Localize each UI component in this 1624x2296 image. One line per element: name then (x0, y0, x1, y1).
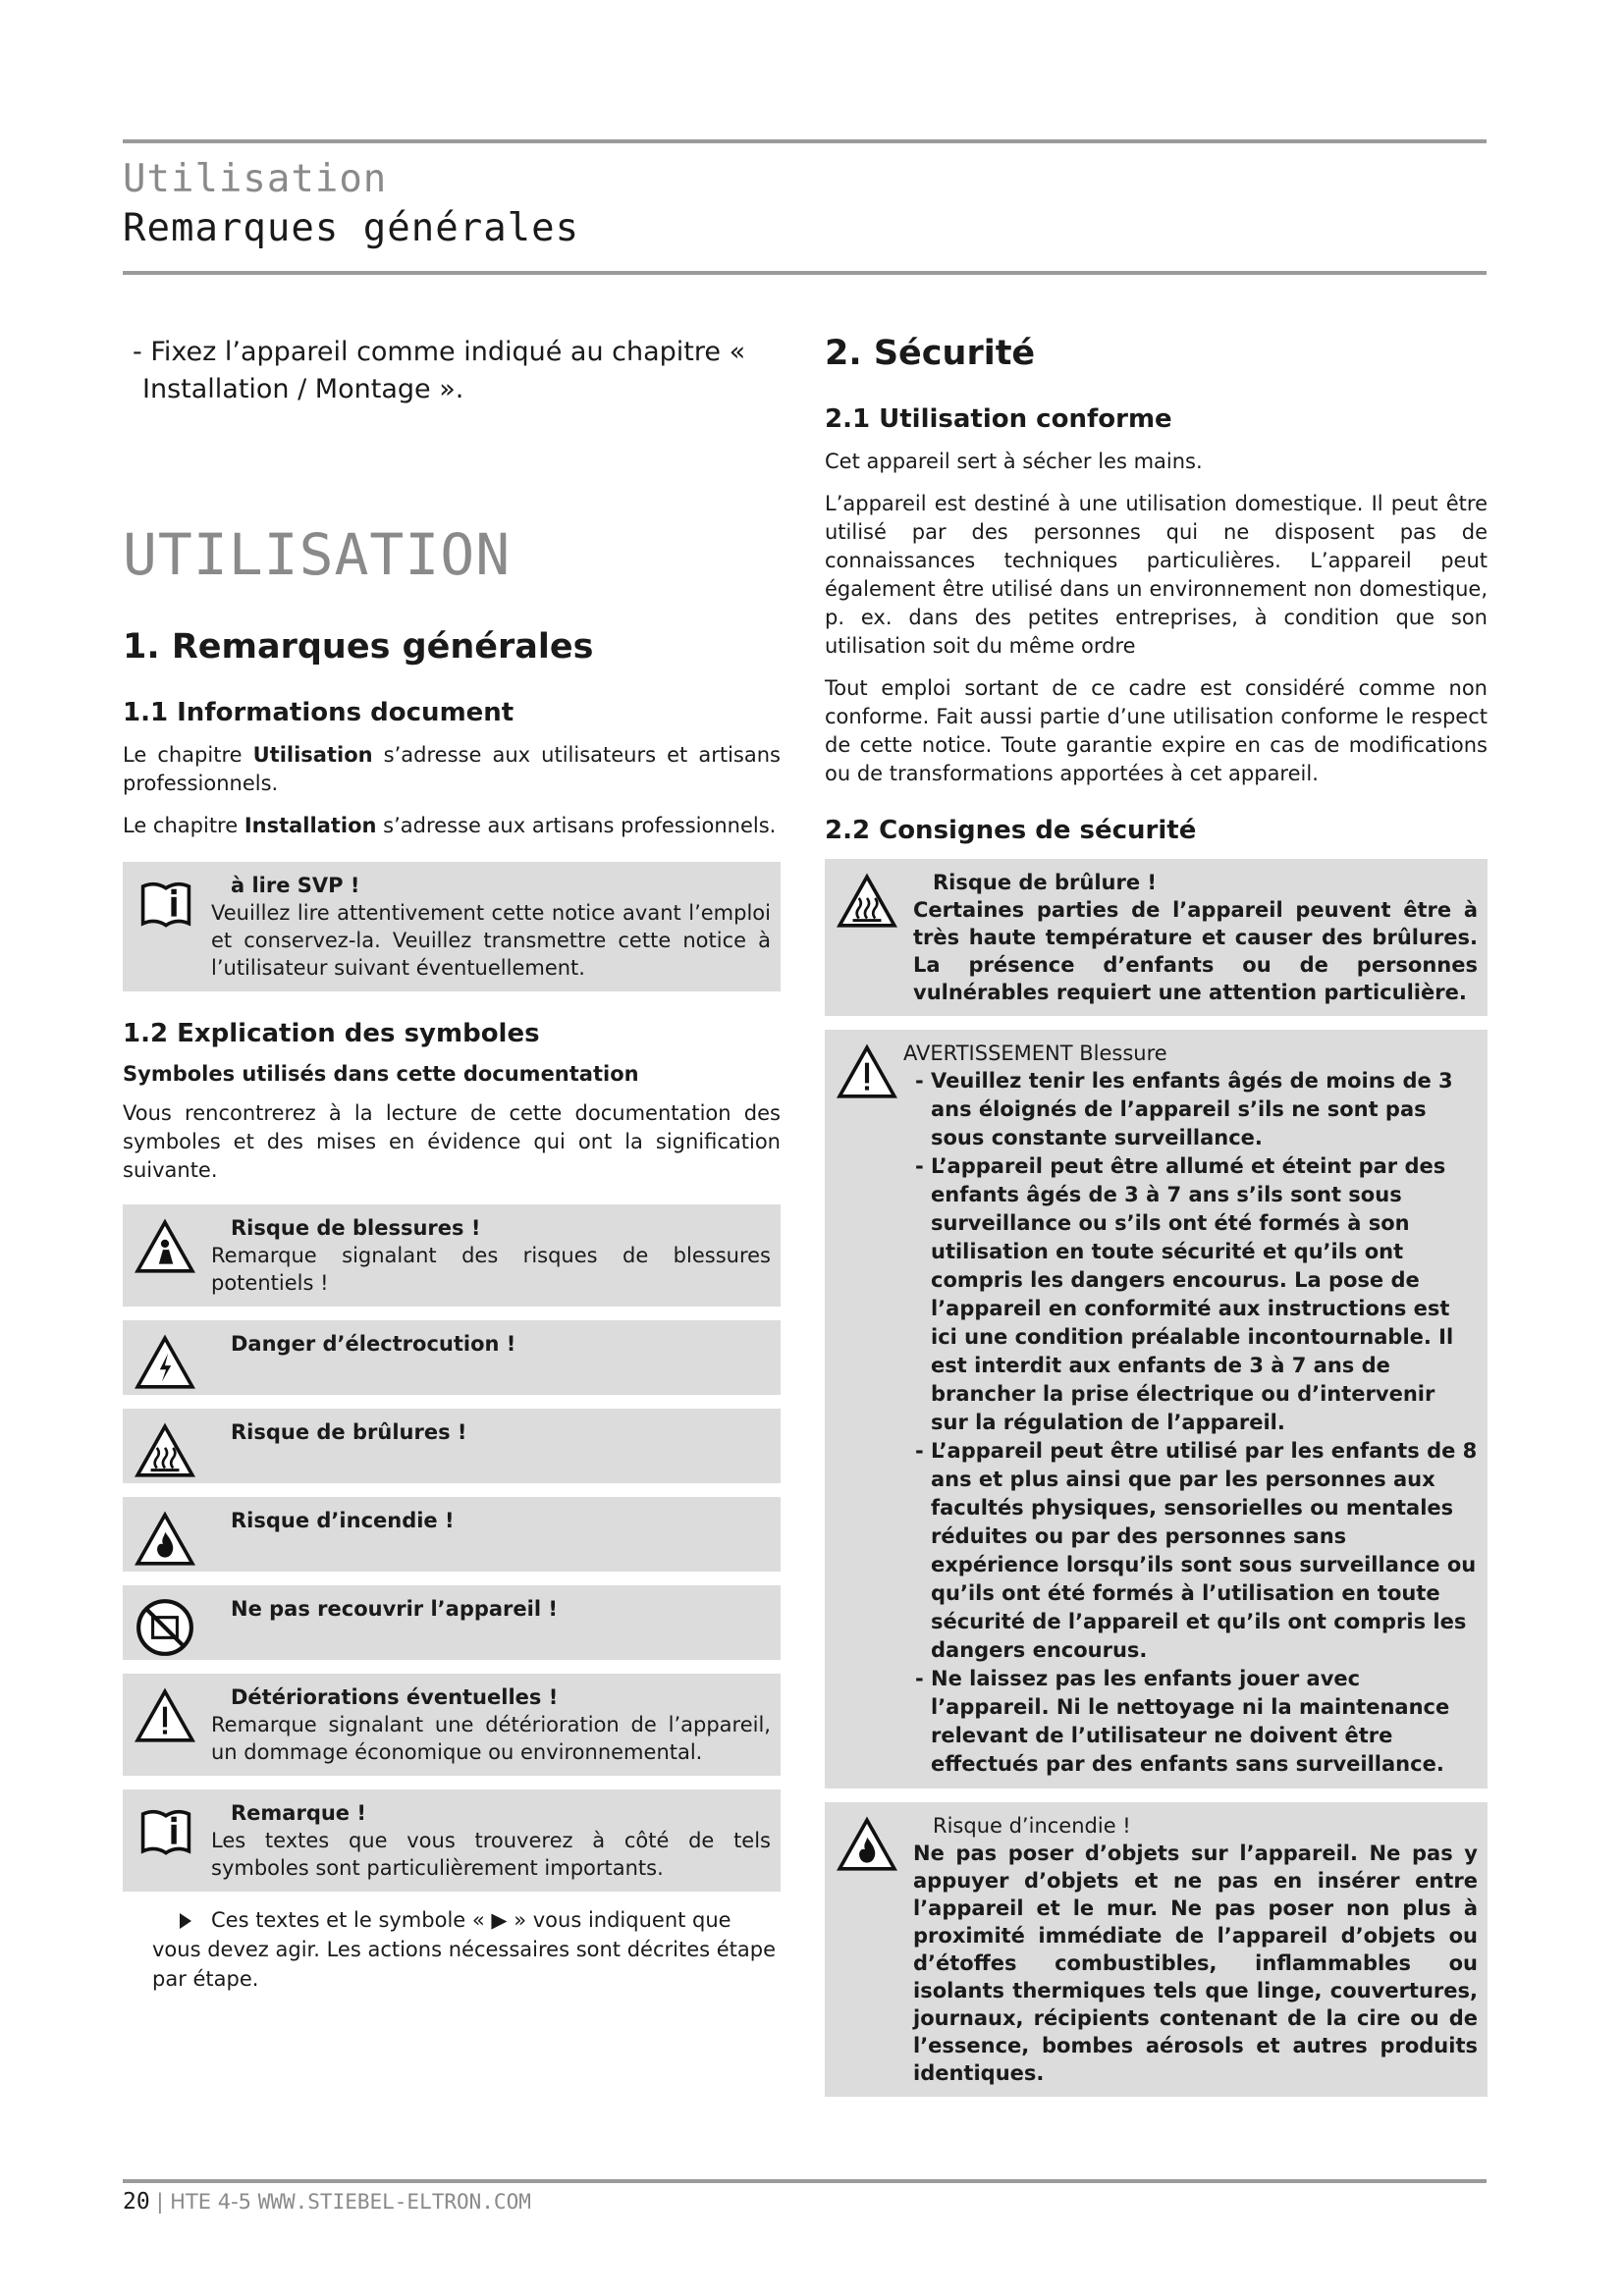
symbol-row (123, 1204, 781, 1307)
burn-title: Risque de brûlure ! (933, 871, 1157, 894)
symbol-title: Risque de blessures ! (231, 1216, 481, 1240)
footer-separator: | (156, 2190, 164, 2214)
do-not-cover-icon (135, 1597, 195, 1658)
fire-icon (135, 1509, 195, 1570)
warning-item: - L’appareil peut être utilisé par les enfants de 8 ans et plus ainsi que par les personnes aux facultés physiques, sensorielles ou mentales réduites ou par des personnes sans expérience lorsqu’ils sont sous surveillance ou qu’ils ont été formés à l’utilisation en toute sécurité de l’appareil et qu’ils ont compris les dangers encourus. (915, 1439, 1478, 1662)
symbol-row (123, 1497, 781, 1572)
footer-url: WWW.STIEBEL-ELTRON.COM (257, 2190, 531, 2214)
fire-title: Risque d’incendie ! (933, 1814, 1131, 1838)
warning-item: - Veuillez tenir les enfants âgés de moins de 3 ans éloignés de l’appareil s’ils ne sont pas sous constante surveillance. (915, 1069, 1453, 1149)
s12-subheading: Symboles utilisés dans cette documentation (123, 1062, 639, 1086)
symbol-title: Danger d’électrocution ! (231, 1332, 516, 1356)
s11-paragraph-1: Le chapitre Utilisation s’adresse aux utilisateurs et artisans professionnels. (123, 743, 781, 795)
intro-instruction: - Fixez l’appareil comme indiqué au chapitre « Installation / Montage ». (133, 337, 746, 404)
symbol-row (123, 1585, 781, 1660)
warning-item: - Ne laissez pas les enfants jouer avec l’appareil. Ni le nettoyage ni la maintenance relevant de l’utilisateur ne doivent être effectués par des enfants sans surveillance. (915, 1667, 1450, 1776)
footer (123, 2189, 531, 2215)
symbol-title: Risque de brûlures ! (231, 1420, 467, 1444)
note-body: Les textes que vous trouverez à côté de tels symboles sont particulièrement importants. (211, 1829, 771, 1880)
exclamation-warning-icon (135, 1685, 195, 1746)
s11-paragraph-2: Le chapitre Installation s’adresse aux artisans professionnels. (123, 814, 777, 837)
fire-icon (837, 1814, 897, 1875)
warning-title: AVERTISSEMENT Blessure (903, 1041, 1167, 1065)
hot-surface-icon (837, 871, 897, 932)
s12-paragraph: Vous rencontrerez à la lecture de cette documentation des symboles et des mises en évidence qui ont la signification suivante. (123, 1101, 781, 1182)
header-rule-bottom (123, 271, 1487, 275)
injury-warning-box (825, 1030, 1488, 1789)
section-1-heading: 1. Remarques générales (123, 627, 594, 667)
section-2-heading: 2. Sécurité (825, 334, 1036, 373)
fire-body: Ne pas poser d’objets sur l’appareil. Ne pas y appuyer d’objets et ne pas en insérer entre l’appareil et le mur. Ne pas poser non plus à proximité immédiate de l’appareil d’objets ou d’étoffes combustibles, inflammables ou isolants thermiques tels que linge, couvertures, journaux, récipients contenant de la cire ou de l’essence, bombes aérosols et autres produits identiques. (913, 1842, 1478, 2085)
header-rule-top (123, 139, 1487, 143)
footer-model: HTE 4-5 (170, 2190, 252, 2214)
symbol-body: Remarque signalant des risques de blessures potentiels ! (211, 1244, 771, 1295)
hot-surface-icon (135, 1420, 195, 1481)
symbol-row (123, 1409, 781, 1483)
chapter-title: UTILISATION (123, 521, 512, 588)
action-instruction: Ces textes et le symbole « ▶ » vous indiquent que vous devez agir. Les actions nécessaires sont décrites étape par étape. (152, 1908, 777, 1991)
book-info-icon (136, 878, 195, 931)
symbol-title: Détériorations éventuelles ! (231, 1685, 559, 1709)
electric-shock-icon (135, 1332, 195, 1393)
burn-body: Certaines parties de l’appareil peuvent être à très haute température et causer des brûlures. La présence d’enfants ou de personnes vulnérables requiert une attention particulière. (913, 898, 1478, 1004)
action-arrow-icon (180, 1913, 191, 1929)
s21-paragraph-2: L’appareil est destiné à une utilisation domestique. Il peut être utilisé par des personnes qui ne disposent pas de connaissances techniques particulières. L’appareil peut également être utilisé dans un environnement non domestique, p. ex. dans des petites entreprises, à condition que son utilisation soit du même ordre (825, 492, 1488, 658)
section-1-1-heading: 1.1 Informations document (123, 698, 514, 727)
injury-warning-icon (135, 1216, 195, 1277)
symbol-title: Risque d’incendie ! (231, 1509, 455, 1532)
symbol-row (123, 1674, 781, 1776)
readme-notice (123, 862, 781, 991)
symbol-title: Ne pas recouvrir l’appareil ! (231, 1597, 558, 1621)
burn-warning-box (825, 859, 1488, 1016)
page-number: 20 (123, 2189, 150, 2215)
readme-title: à lire SVP ! (231, 874, 360, 897)
symbol-row (123, 1320, 781, 1395)
footer-rule (123, 2179, 1487, 2183)
note-box (123, 1789, 781, 1892)
warning-list (825, 1067, 1478, 1779)
warning-item: - L’appareil peut être allumé et éteint par des enfants âgés de 3 à 7 ans s’ils sont sous surveillance ou s’ils ont été formés à son utilisation en toute sécurité et qu’ils ont compris les dangers encourus. La pose de l’appareil en conformité aux instructions est ici une condition préalable incontournable. Il est interdit aux enfants de 3 à 7 ans de brancher la prise électrique ou d’intervenir sur la régulation de l’appareil. (915, 1154, 1454, 1434)
readme-body: Veuillez lire attentivement cette notice avant l’emploi et conservez-la. Veuillez transmettre cette notice à l’utilisateur suivant éventuellement. (211, 901, 771, 980)
left-column (123, 324, 781, 1994)
symbol-body: Remarque signalant une détérioration de l’appareil, un dommage économique ou environnemental. (211, 1713, 771, 1764)
section-2-1-heading: 2.1 Utilisation conforme (825, 404, 1172, 434)
book-info-icon (136, 1805, 195, 1858)
s21-paragraph-3: Tout emploi sortant de ce cadre est considéré comme non conforme. Fait aussi partie d’une utilisation conforme le respect de cette notice. Toute garantie expire en cas de modifications ou de transformations apportées à cet appareil. (825, 676, 1488, 785)
fire-warning-box (825, 1802, 1488, 2097)
section-2-2-heading: 2.2 Consignes de sécurité (825, 816, 1197, 845)
section-1-2-heading: 1.2 Explication des symboles (123, 1019, 540, 1048)
note-title: Remarque ! (231, 1801, 366, 1825)
header-title: Remarques générales (123, 206, 580, 250)
header-section: Utilisation (123, 157, 388, 201)
s21-paragraph-1: Cet appareil sert à sécher les mains. (825, 450, 1203, 473)
exclamation-warning-icon (837, 1041, 897, 1102)
right-column (825, 324, 1488, 2110)
